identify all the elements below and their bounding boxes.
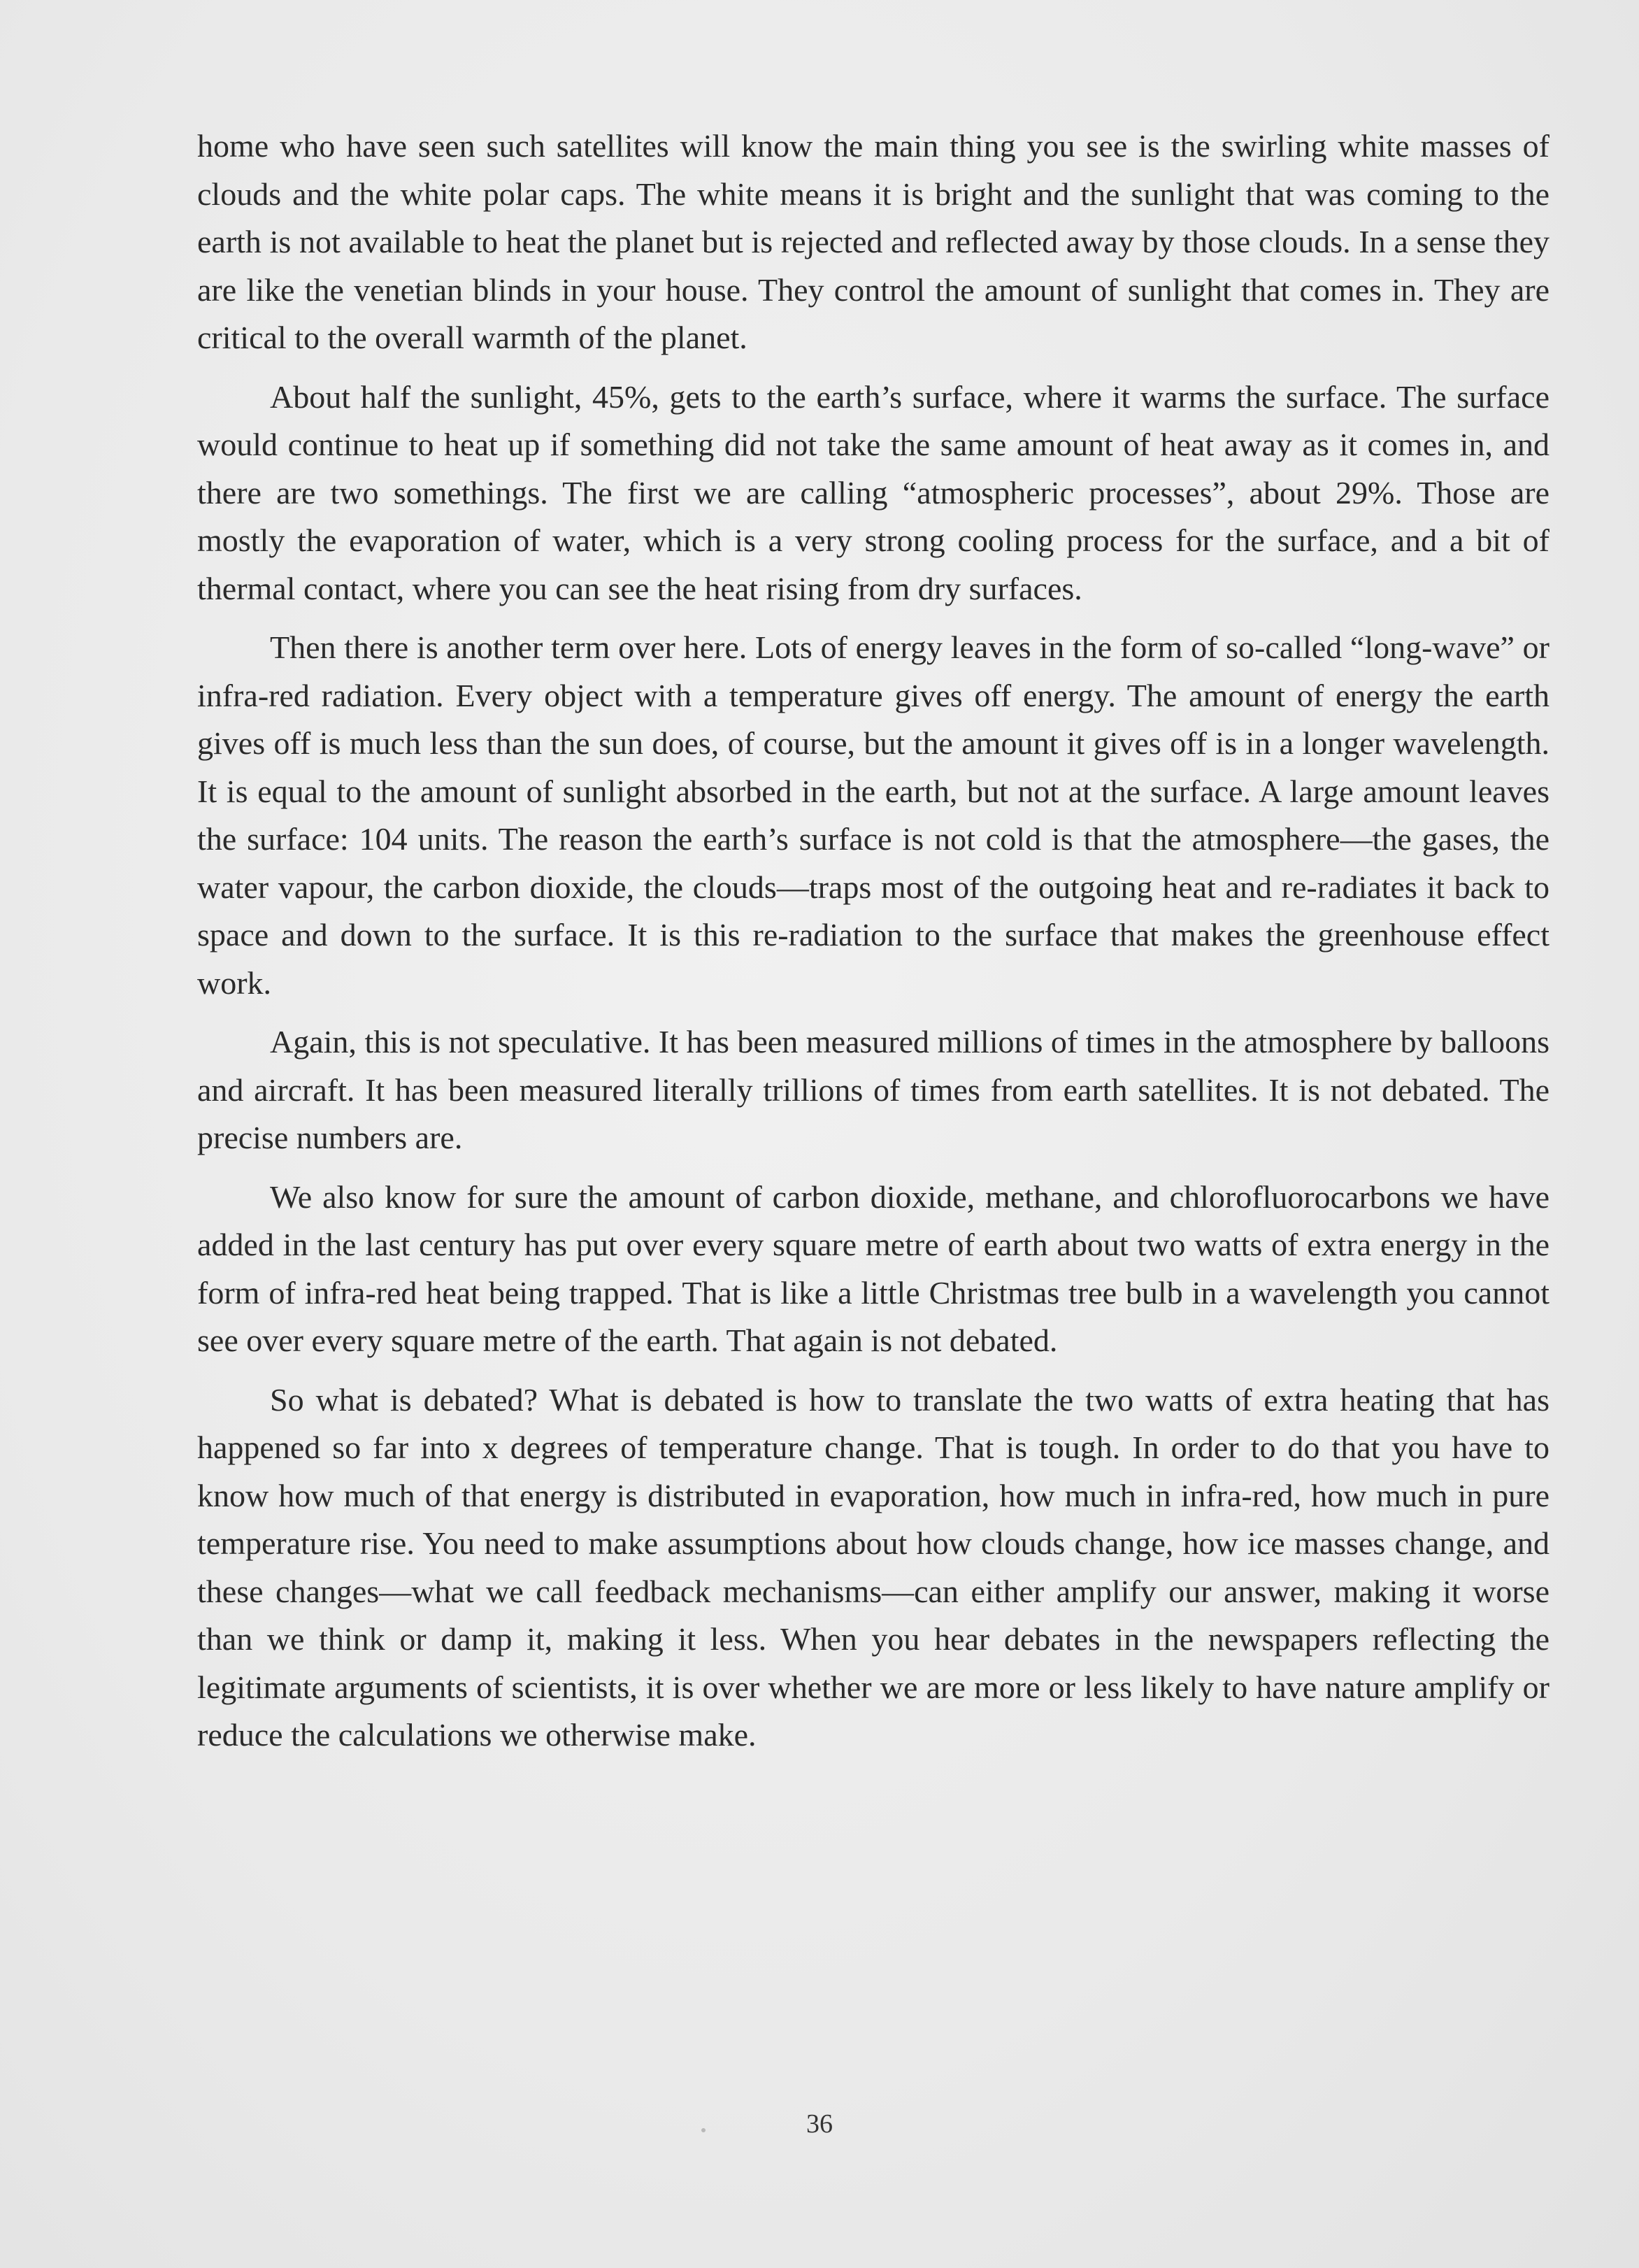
page-number: 36 <box>806 2109 833 2139</box>
paragraph-4: Again, this is not speculative. It has been measured millions of times in the atmosphere by balloons and aircraft. It has been measured literally trillions of times from earth satellites. It is not debated. The precise numbers are. <box>197 1024 1549 1155</box>
paragraph-1: home who have seen such satellites will know the main thing you see is the swirling white masses of clouds and the white polar caps. The white means it is bright and the sunlight that was coming to the earth is not available to heat the planet but is rejected and reflected away by those clouds. In a sense they are like the venetian blinds in your house. They control the amount of sunlight that comes in. They are critical to the overall warmth of the planet. <box>197 128 1549 355</box>
paragraph-6: So what is debated? What is debated is how to translate the two watts of extra heating that has happened so far into x degrees of temperature change. That is tough. In order to do that you have to know how much of that energy is distributed in evaporation, how much in infra-red, how much in pure temperature rise. You need to make assumptions about how clouds change, how ice masses change, and these changes—what we call feedback mechanisms—can either amplify our answer, making it worse than we think or damp it, making it less. When you hear debates in the newspapers reflecting the legitimate arguments of scientists, it is over whether we are more or less likely to have nature amplify or reduce the calculations we otherwise make. <box>197 1381 1549 1753</box>
paragraph-2: About half the sunlight, 45%, gets to the earth’s surface, where it warms the surface. The surface would continue to heat up if something did not take the same amount of heat away as it comes in, and there are two somethings. The first we are calling “atmospheric processes”, about 29%. Those are mostly the evaporation of water, which is a very strong cooling process for the surface, and a bit of thermal contact, where you can see the heat rising from dry surfaces. <box>197 378 1549 606</box>
body-text <box>197 122 1549 1771</box>
paragraph-5: We also know for sure the amount of carbon dioxide, methane, and chlorofluorocarbons we have added in the last century has put over every square metre of earth about two watts of extra energy in the form of infra-red heat being trapped. That is like a little Christmas tree bulb in a wavelength you cannot see over every square metre of the earth. That again is not debated. <box>197 1178 1549 1358</box>
paragraph-3: Then there is another term over here. Lots of energy leaves in the form of so-called “long-wave” or infra-red radiation. Every object with a temperature gives off energy. The amount of energy the earth gives off is much less than the sun does, of course, but the amount it gives off is in a longer wavelength. It is equal to the amount of sunlight absorbed in the earth, but not at the surface. A large amount leaves the surface: 104 units. The reason the earth’s surface is not cold is that the atmosphere—the gases, the water vapour, the carbon dioxide, the clouds—traps most of the outgoing heat and re-radiates it back to space and down to the surface. It is this re-radiation to the surface that makes the greenhouse effect work. <box>197 629 1549 1001</box>
